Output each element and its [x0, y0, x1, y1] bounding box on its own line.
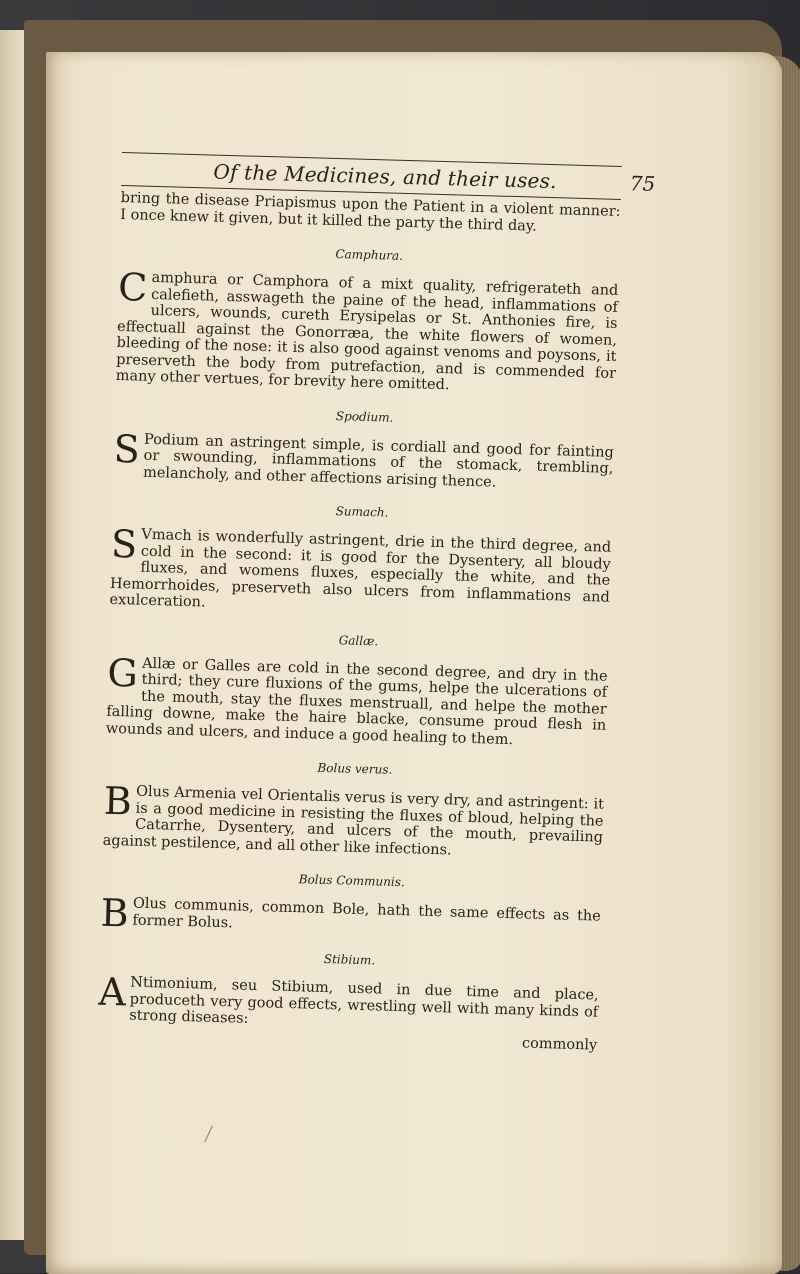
section-text: Olus Armenia vel Orientalis verus is very dry, and astringent: it is a good medicine in resisting the fluxes of bloud, helping the Catarrhe, Dysentery, and ulcers of the mouth, prevailing against pestilence, and all other like infections. [102, 783, 605, 858]
opening-paragraph: bring the disease Priapismus upon the Patient in a violent manner: I once knew it given, but it killed the party the third day. [120, 189, 621, 235]
left-page-edge [0, 30, 25, 1240]
section-text: Podium an astringent simple, is cordiall and good for fainting or swounding, inflammations of the stomack, trembling, melancholy, and other affections arising thence. [142, 431, 615, 491]
drop-cap: B [100, 890, 130, 936]
section-entry [109, 521, 612, 622]
section-text: Vmach is wonderfully astringent, drie in the third degree, and cold in the second: it is good for the Dysentery, all bloudy fluxes, and womens fluxes, especially the white, and the Hemorrhoides, preserveth also ulcers from inflammations and exulceration. [109, 526, 612, 611]
section-entry [100, 890, 602, 942]
drop-cap: C [117, 264, 148, 310]
section-entry [115, 264, 619, 398]
section-text: Allæ or Galles are cold in the second degree, and dry in the third; they cure fluxions of the gums, helpe the ulcerations of the mouth, stay the fluxes menstruall, and helpe the mother falling downe, make the haire blacke, consume proud flesh in wounds and ulcers, and induce a good healing to them. [105, 655, 608, 748]
drop-cap: S [113, 426, 141, 472]
section-heading: Gallæ. [338, 632, 379, 648]
book-block [24, 20, 782, 1255]
section-heading: Bolus verus. [317, 760, 393, 777]
catchword: commonly [521, 1035, 598, 1054]
section-heading: Bolus Communis. [298, 872, 405, 890]
page-number: 75 [629, 171, 656, 196]
section-text: Olus communis, common Bole, hath the same effects as the former Bolus. [132, 895, 602, 931]
page-content [97, 152, 656, 1054]
drop-cap: G [106, 650, 139, 696]
drop-cap: B [103, 778, 133, 824]
drop-cap: A [97, 969, 127, 1015]
section-entry [113, 426, 615, 493]
section-heading: Sumach. [335, 504, 389, 520]
section-heading: Spodium. [335, 408, 394, 425]
section-entry [102, 778, 605, 863]
section-heading: Stibium. [323, 951, 376, 968]
drop-cap: S [110, 521, 138, 567]
section-text: amphura or Camphora of a mixt quality, refrigerateth and calefieth, asswageth the paine of the head, inflammations of ulcers, wounds, cureth Erysipelas or St. Anthonies fire, is effectuall against the Gonorræa, the white flowers of women, bleeding of the nose: it is also good against venoms and poysons, it preserveth the body from putrefaction, and is commended for many other vertues, for brevity here omitted. [115, 269, 619, 394]
running-title: Of the Medicines, and their uses. [213, 159, 558, 194]
section-heading: Camphura. [335, 247, 404, 263]
section-entry [105, 650, 608, 750]
book-page [46, 52, 782, 1274]
section-text: Ntimonium, seu Stibium, used in due time and place, produceth very good effects, wrestling well with many kinds of strong diseases: [129, 974, 599, 1027]
